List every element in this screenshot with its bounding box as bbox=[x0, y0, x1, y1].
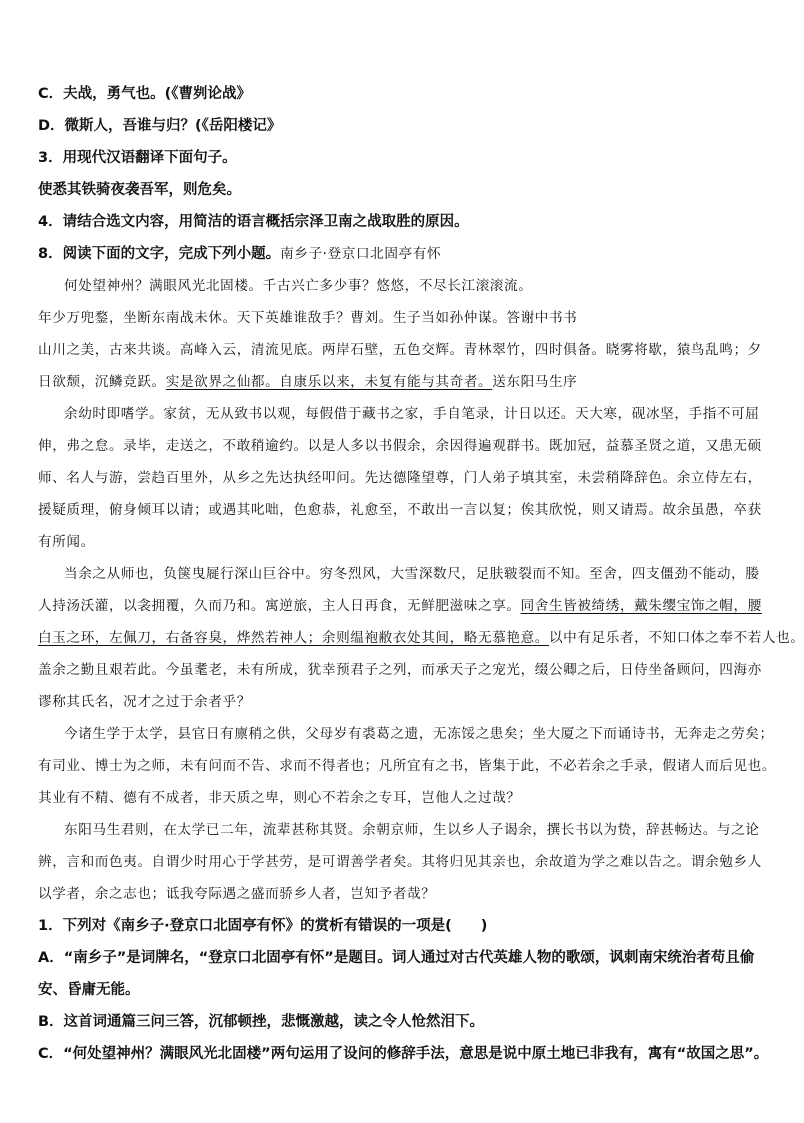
translate-sentence: 使悉其铁骑夜袭吾军，则危矣。 bbox=[38, 182, 241, 198]
passage-line: 谬称其氏名，况才之过于余者乎？ bbox=[38, 694, 251, 710]
passage-line bbox=[38, 590, 766, 622]
passage-line: 援疑质理，俯身倾耳以请；或遇其叱咄，色愈恭，礼愈至，不敢出一言以复；俟其欣悦，则又请焉。故余虽愚，卒获 bbox=[38, 502, 762, 518]
option-b-line: B．这首词通篇三问三答，沉郁顿挫，悲慨激越，读之令人怆然泪下。 bbox=[38, 1014, 485, 1030]
poem-line-2: 年少万兜鍪，坐断东南战未休。天下英雄谁敌手？曹刘。生子当如孙仲谋。答谢中书书 bbox=[38, 310, 578, 326]
underlined-sentence: 同舍生皆被绮绣，戴朱缨宝饰之帽，腰 bbox=[520, 598, 762, 614]
question-4-title: 4．请结合选文内容，用简洁的语言概括宗泽卫南之战取胜的原因。 bbox=[38, 214, 469, 230]
option-a-continuation: 安、昏庸无能。 bbox=[38, 982, 140, 998]
passage-text: 人持汤沃灌，以衾拥覆，久而乃和。寓逆旅，主人日再食，无鲜肥滋味之享。 bbox=[38, 598, 521, 614]
question-8-heading bbox=[38, 238, 766, 270]
document-page bbox=[38, 78, 804, 1070]
passage-text: 以中有足乐者，不知口体之奉不若人也。 bbox=[548, 630, 804, 646]
essay-title: 送东阳马生序 bbox=[492, 374, 578, 390]
passage-line: 有司业、博士为之师，未有问而不告、求而不得者也；凡所宜有之书，皆集于此，不必若余之手录，假诸人而后见也。 bbox=[38, 758, 777, 774]
question-3-title: 3．用现代汉语翻译下面句子。 bbox=[38, 150, 237, 166]
passage-line: 盖余之勤且艰若此。今虽耄老，未有所成，犹幸预君子之列，而承天子之宠光，缀公卿之后，日侍坐备顾问，四海亦 bbox=[38, 662, 762, 678]
poem-line-1: 何处望神州？满眼风光北固楼。千古兴亡多少事？悠悠，不尽长江滚滚流。 bbox=[64, 278, 533, 294]
passage-line: 余幼时即嗜学。家贫，无从致书以观，每假借于藏书之家，手自笔录，计日以还。天大寒，砚冰坚，手指不可屈 bbox=[64, 406, 760, 422]
passage-line: 今诸生学于太学，县官日有廪稍之供，父母岁有裘葛之遗，无冻馁之患矣；坐大厦之下而诵诗书，无奔走之劳矣； bbox=[64, 726, 774, 742]
passage-line: 山川之美，古来共谈。高峰入云，清流见底。两岸石壁，五色交辉。青林翠竹，四时俱备。晓雾将歇，猿鸟乱鸣；夕 bbox=[38, 342, 762, 358]
passage-line: 有所闻。 bbox=[38, 534, 95, 550]
poem-title: 南乡子·登京口北固亭有怀 bbox=[280, 246, 442, 262]
passage-line bbox=[38, 366, 766, 398]
passage-line: 以学者，余之志也；诋我夸际遇之盛而骄乡人者，岂知予者哉？ bbox=[38, 886, 436, 902]
passage-line: 伸，弗之怠。录毕，走送之，不敢稍逾约。以是人多以书假余，余因得遍观群书。既加冠，益慕圣贤之道，又患无硕 bbox=[38, 438, 762, 454]
question-8-title: 8．阅读下面的文字，完成下列小题。 bbox=[38, 246, 281, 262]
passage-line bbox=[38, 622, 804, 654]
sub-question-1-title: 1．下列对《南乡子·登京口北固亭有怀》的赏析有错误的一项是( ) bbox=[38, 918, 488, 934]
option-d-line: D．微斯人，吾谁与归？(《岳阳楼记》 bbox=[38, 118, 282, 134]
passage-line: 其业有不精、德有不成者，非天质之卑，则心不若余之专耳，岂他人之过哉？ bbox=[38, 790, 521, 806]
option-c-line: C．夫战，勇气也。(《曹刿论战》 bbox=[38, 86, 252, 102]
underlined-sentence: 白玉之环，左佩刀，右备容臭，烨然若神人；余则缊袍敝衣处其间，略无慕艳意。 bbox=[38, 630, 549, 646]
option-c-line-2: C．“何处望神州？满眼风光北固楼”两句运用了设问的修辞手法，意思是说中原土地已非我有，寓有“故国之思”。 bbox=[38, 1046, 769, 1062]
passage-text: 日欲颓，沉鳞竞跃。 bbox=[38, 374, 166, 390]
underlined-sentence: 实是欲界之仙都。自康乐以来，未复有能与其奇者。 bbox=[165, 374, 493, 390]
option-a-line: A．“南乡子”是词牌名，“登京口北固亭有怀”是题目。词人通过对古代英雄人物的歌颂，讽刺南宋统治者苟且偷 bbox=[38, 950, 755, 966]
passage-line: 师、名人与游，尝趋百里外，从乡之先达执经叩问。先达德隆望尊，门人弟子填其室，未尝稍降辞色。余立侍左右， bbox=[38, 470, 762, 486]
passage-line: 当余之从师也，负箧曳屣行深山巨谷中。穷冬烈风，大雪深数尺，足肤皲裂而不知。至舍，四支僵劲不能动，媵 bbox=[64, 566, 760, 582]
passage-line: 辨，言和而色夷。自谓少时用心于学甚劳，是可谓善学者矣。其将归见其亲也，余故道为学之难以告之。谓余勉乡人 bbox=[38, 854, 762, 870]
passage-line: 东阳马生君则，在太学已二年，流辈甚称其贤。余朝京师，生以乡人子谒余，撰长书以为贽，辞甚畅达。与之论 bbox=[64, 822, 760, 838]
